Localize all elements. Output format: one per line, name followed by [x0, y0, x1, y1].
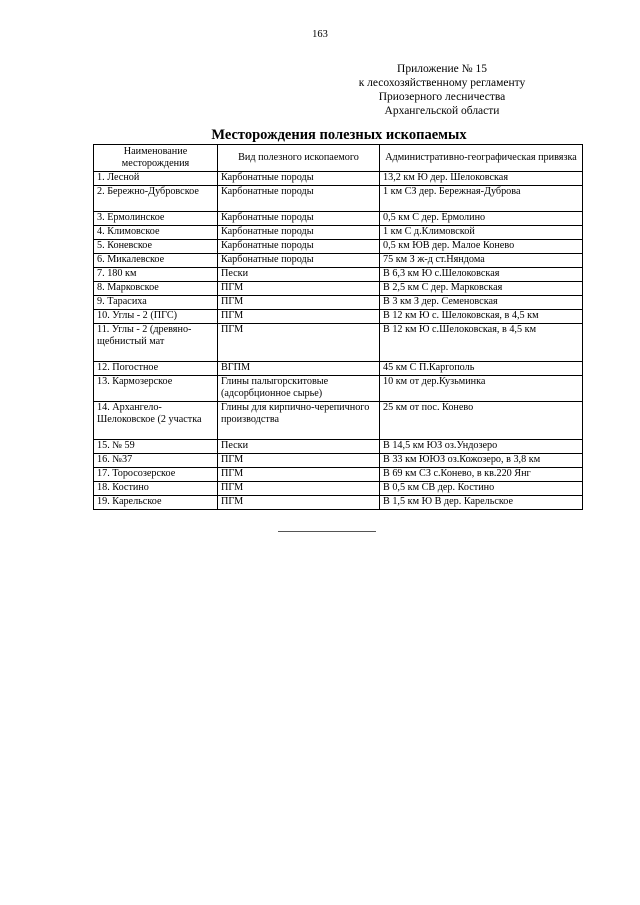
table-row	[94, 212, 583, 226]
mineral-type-cell: ПГМ	[218, 282, 380, 296]
location-cell: В 1,5 км Ю В дер. Карельское	[380, 496, 583, 510]
location-cell: В 14,5 км ЮЗ оз.Ундозеро	[380, 440, 583, 454]
deposit-name-cell: 8. Марковское	[94, 282, 218, 296]
appendix-line-3: Приозерного лесничества	[378, 91, 506, 103]
mineral-type-cell: ПГМ	[218, 310, 380, 324]
location-cell: 10 км от дер.Кузьминка	[380, 376, 583, 402]
deposit-name-cell: 19. Карельское	[94, 496, 218, 510]
table-row	[94, 282, 583, 296]
table-row	[94, 226, 583, 240]
deposit-name-cell: 6. Микалевское	[94, 254, 218, 268]
mineral-type-cell: Пески	[218, 440, 380, 454]
header-deposit-name: Наименование месторождения	[94, 145, 218, 172]
deposit-name-cell: 13. Кармозерское	[94, 376, 218, 402]
location-cell: 1 км СЗ дер. Бережная-Дуброва	[380, 186, 583, 212]
deposit-name-cell: 1. Лесной	[94, 172, 218, 186]
location-cell: 45 км С П.Каргополь	[380, 362, 583, 376]
header-location: Административно-географическая привязка	[380, 145, 583, 172]
location-cell: В 33 км ЮЮЗ оз.Кожозеро, в 3,8 км	[380, 454, 583, 468]
appendix-line-4: Архангельской области	[384, 105, 500, 117]
mineral-type-cell: ПГМ	[218, 468, 380, 482]
deposit-name-cell: 14. Архангело-Шелоковское (2 участка	[94, 402, 218, 440]
table-row	[94, 268, 583, 282]
mineral-type-cell: ПГМ	[218, 324, 380, 362]
table-row	[94, 496, 583, 510]
table-row	[94, 240, 583, 254]
table-row	[94, 172, 583, 186]
mineral-type-cell: ПГМ	[218, 496, 380, 510]
table-row	[94, 362, 583, 376]
deposit-name-cell: 4. Климовское	[94, 226, 218, 240]
appendix-line-2: к лесохозяйственному регламенту	[358, 77, 526, 89]
location-cell: 25 км от пос. Конево	[380, 402, 583, 440]
mineral-type-cell: Карбонатные породы	[218, 186, 380, 212]
table-row	[94, 440, 583, 454]
location-cell: В 12 км Ю с. Шелоковская, в 4,5 км	[380, 310, 583, 324]
table-row	[94, 324, 583, 362]
location-cell: В 6,3 км Ю с.Шелоковская	[380, 268, 583, 282]
mineral-type-cell: Карбонатные породы	[218, 254, 380, 268]
table-row	[94, 402, 583, 440]
location-cell: 13,2 км Ю дер. Шелоковская	[380, 172, 583, 186]
table-row	[94, 254, 583, 268]
mineral-type-cell: Глины для кирпично-черепичного производства	[218, 402, 380, 440]
table-row	[94, 482, 583, 496]
location-cell: В 69 км СЗ с.Конево, в кв.220 Янг	[380, 468, 583, 482]
table-row	[94, 296, 583, 310]
location-cell: В 12 км Ю с.Шелоковская, в 4,5 км	[380, 324, 583, 362]
deposit-name-cell: 18. Костино	[94, 482, 218, 496]
header-mineral-type: Вид полезного ископаемого	[218, 145, 380, 172]
deposit-name-cell: 16. №37	[94, 454, 218, 468]
table-row	[94, 186, 583, 212]
mineral-type-cell: Карбонатные породы	[218, 172, 380, 186]
mineral-type-cell: ПГМ	[218, 296, 380, 310]
appendix-heading	[332, 62, 552, 118]
footnote-divider	[278, 531, 376, 532]
mineral-type-cell: Глины палыгорскитовые (адсорбционное сырье)	[218, 376, 380, 402]
deposit-name-cell: 2. Бережно-Дубровское	[94, 186, 218, 212]
mineral-type-cell: ВГПМ	[218, 362, 380, 376]
table-row	[94, 454, 583, 468]
location-cell: 75 км З ж-д ст.Няндома	[380, 254, 583, 268]
deposit-name-cell: 15. № 59	[94, 440, 218, 454]
table-header-row	[94, 145, 583, 172]
deposit-name-cell: 7. 180 км	[94, 268, 218, 282]
deposit-name-cell: 3. Ермолинское	[94, 212, 218, 226]
deposit-name-cell: 9. Тарасиха	[94, 296, 218, 310]
mineral-type-cell: Карбонатные породы	[218, 240, 380, 254]
deposits-table	[93, 144, 583, 510]
location-cell: В 2,5 км С дер. Марковская	[380, 282, 583, 296]
deposit-name-cell: 11. Углы - 2 (древяно-щебнистый мат	[94, 324, 218, 362]
deposit-name-cell: 10. Углы - 2 (ПГС)	[94, 310, 218, 324]
table-header	[94, 145, 583, 172]
mineral-type-cell: Карбонатные породы	[218, 212, 380, 226]
deposit-name-cell: 17. Торосозерское	[94, 468, 218, 482]
location-cell: В 0,5 км СВ дер. Костино	[380, 482, 583, 496]
document-title: Месторождения полезных ископаемых	[211, 127, 467, 143]
mineral-type-cell: ПГМ	[218, 482, 380, 496]
mineral-type-cell: Карбонатные породы	[218, 226, 380, 240]
deposit-name-cell: 5. Коневское	[94, 240, 218, 254]
mineral-type-cell: Пески	[218, 268, 380, 282]
location-cell: В 3 км З дер. Семеновская	[380, 296, 583, 310]
deposit-name-cell: 12. Погостное	[94, 362, 218, 376]
table-row	[94, 376, 583, 402]
location-cell: 1 км С д.Климовской	[380, 226, 583, 240]
table-row	[94, 310, 583, 324]
location-cell: 0,5 км С дер. Ермолино	[380, 212, 583, 226]
table-row	[94, 468, 583, 482]
table-body	[94, 172, 583, 510]
mineral-type-cell: ПГМ	[218, 454, 380, 468]
page-number: 163	[312, 29, 328, 40]
appendix-line-1: Приложение № 15	[397, 63, 487, 75]
location-cell: 0,5 км ЮВ дер. Малое Конево	[380, 240, 583, 254]
